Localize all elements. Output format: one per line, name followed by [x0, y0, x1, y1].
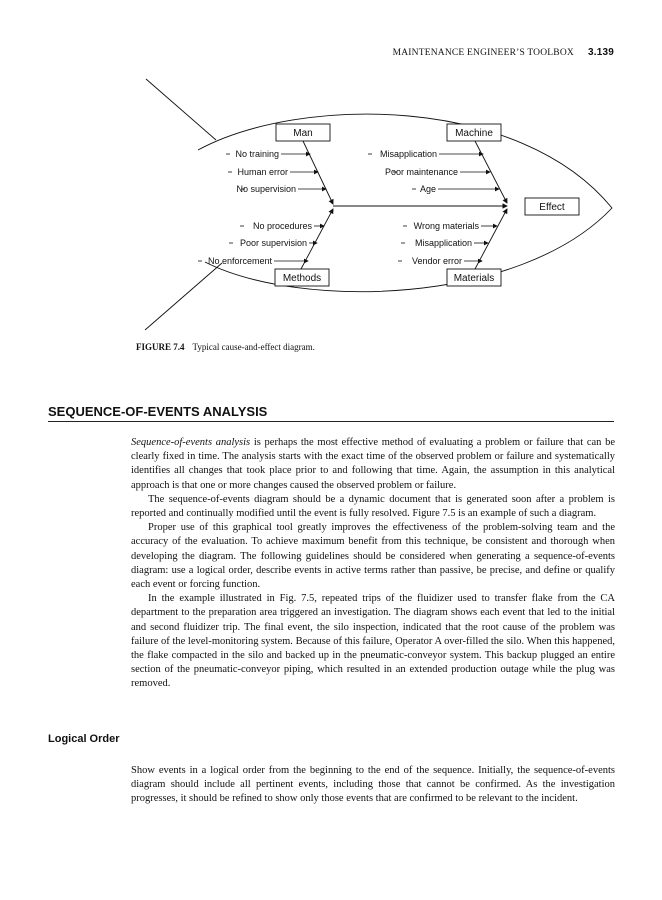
- cause-text: Poor maintenance: [384, 167, 458, 177]
- methods-label: Methods: [282, 273, 322, 284]
- cause-text: No enforcement: [207, 256, 272, 266]
- materials-bone: [475, 209, 507, 269]
- cause-text: Human error: [237, 167, 288, 177]
- cause-text: No supervision: [236, 184, 296, 194]
- figure-label: FIGURE 7.4: [136, 342, 185, 352]
- cause-text: Misapplication: [379, 149, 437, 159]
- cause-text: Misapplication: [414, 238, 472, 248]
- figure-caption: [136, 342, 315, 352]
- section-heading: SEQUENCE-OF-EVENTS ANALYSIS: [48, 404, 614, 422]
- cause-text: Poor supervision: [239, 238, 307, 248]
- man-bone: [303, 141, 333, 204]
- section-body: [131, 436, 615, 692]
- subsection-heading: Logical Order: [48, 733, 120, 745]
- cause-text: Wrong materials: [413, 221, 479, 231]
- paragraph: Show events in a logical order from the beginning to the end of the sequence. Initially, the sequence-of-events diagram should include all pertinent events, including those that cannot be confirmed. As the investigation progresses, it should be refined to show only those events that are confirmed to be relevant to the incident.: [131, 765, 615, 805]
- paragraph: Proper use of this graphical tool greatly improves the effectiveness of the problem-solving team and the accuracy of the evaluation. To achieve maximum benefit from this technique, be consistent and thorough when developing the diagram. The following guidelines should be considered when generating a sequence-of-events diagram: use a logical order, describe events in active terms rather than passive, be precise, and define or qualify each event or forcing function.: [131, 522, 615, 591]
- paragraph: In the example illustrated in Fig. 7.5, repeated trips of the fluidizer used to transfer flake from the CA department to the preparation area triggered an investigation. The diagram shows each event that led to the initial and second fluidizer trip. The final event, the silo inspection, indicated that the root cause of the problem was failure of the level-monitoring system. Because of this failure, Operator A over-filled the silo. When this happened, the flake compacted in the silo and backed up in the pneumatic-conveyor system. This backup plugged an entire section of the pneumatic-conveyor piping, which resulted in an extended production outage while the plug was removed.: [131, 593, 615, 690]
- figure-caption-text: Typical cause-and-effect diagram.: [192, 342, 315, 352]
- cause-text: No training: [235, 149, 279, 159]
- cause-text: Age: [419, 184, 436, 194]
- cause-text: Vendor error: [411, 256, 462, 266]
- subsection-body: [131, 764, 615, 807]
- paragraph: Sequence-of-events analysis is perhaps the most effective method of evaluating a problem or failure that can be clearly fixed in time. The analysis starts with the exact time of the observed problem or failure and systematically identifies all changes that took place prior to and following that time. Again, the assumption in this analytical approach is that one or more changes caused the observed problem or failure.: [131, 437, 615, 491]
- materials-label: Materials: [453, 273, 495, 284]
- man-label: Man: [293, 128, 313, 139]
- effect-label: Effect: [539, 202, 565, 213]
- italic-term: Sequence-of-events analysis: [131, 437, 251, 448]
- cause-text: No procedures: [252, 221, 312, 231]
- running-head-title: MAINTENANCE ENGINEER’S TOOLBOX: [392, 48, 574, 58]
- machine-label: Machine: [455, 128, 493, 139]
- page-number: 3.139: [587, 47, 614, 58]
- fishbone-diagram: [0, 0, 662, 340]
- paragraph: The sequence-of-events diagram should be a dynamic document that is generated soon after a problem is reported and continually modified until the event is fully resolved. Figure 7.5 is an example of such a diagram.: [131, 493, 615, 520]
